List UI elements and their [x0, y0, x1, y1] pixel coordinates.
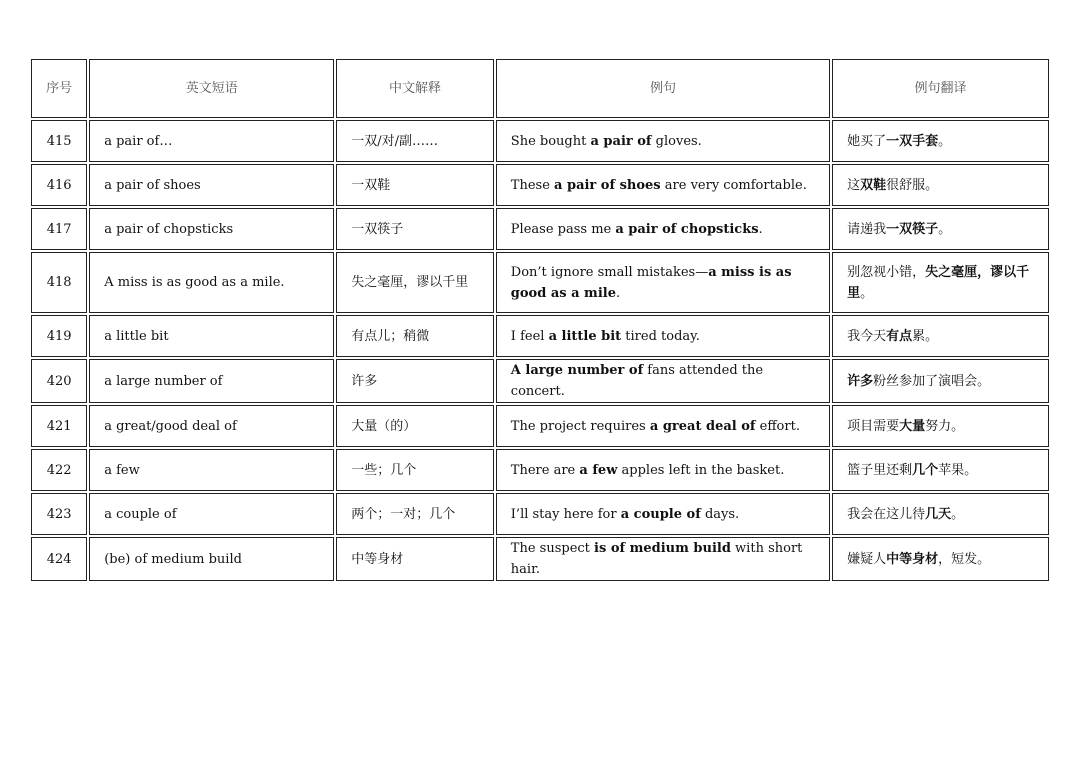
table-row: [31, 252, 1049, 313]
sentence-text: 累。: [912, 328, 939, 344]
row-example-translation: [832, 252, 1049, 313]
row-number: 415: [31, 120, 87, 162]
row-example-translation: [832, 359, 1049, 403]
highlighted-phrase: A large number of: [510, 363, 644, 378]
table-header-row: [31, 59, 1049, 118]
row-example-translation: [832, 315, 1049, 357]
sentence-text: I’ll stay here for: [510, 506, 621, 522]
row-example-translation: [832, 493, 1049, 535]
row-number: 424: [31, 537, 87, 581]
row-english-phrase: a pair of chopsticks: [89, 208, 334, 250]
row-number: 422: [31, 449, 87, 491]
table-row: [31, 493, 1049, 535]
sentence-text: apples left in the basket.: [617, 462, 785, 478]
highlighted-phrase: a pair of chopsticks: [615, 221, 759, 237]
row-english-phrase: (be) of medium build: [89, 537, 334, 581]
row-number: 416: [31, 164, 87, 206]
row-example-sentence: [496, 449, 830, 491]
sentence-text: 粉丝参加了演唱会。: [873, 373, 991, 389]
sentence-text: 。: [938, 133, 952, 149]
sentence-text: 嫌疑人: [847, 551, 887, 567]
row-example-translation: [832, 120, 1049, 162]
sentence-text: .: [615, 285, 621, 301]
sentence-text: gloves.: [651, 133, 702, 149]
header-number: 序号: [31, 59, 87, 118]
sentence-text: 。: [951, 506, 965, 522]
sentence-text: There are: [510, 462, 580, 478]
sentence-text: The suspect: [510, 541, 595, 556]
highlighted-phrase: a pair of shoes: [554, 177, 661, 193]
row-number: 423: [31, 493, 87, 535]
row-chinese-meaning: 大量（的）: [336, 405, 494, 447]
row-chinese-meaning: 一些；几个: [336, 449, 494, 491]
table-row: [31, 405, 1049, 447]
row-example-sentence: [496, 537, 830, 581]
row-number: 419: [31, 315, 87, 357]
table-body: [31, 120, 1049, 581]
sentence-text: .: [758, 221, 763, 237]
sentence-text: 她买了: [847, 133, 887, 149]
sentence-text: 请递我: [847, 221, 887, 237]
row-example-translation: [832, 449, 1049, 491]
row-chinese-meaning: 许多: [336, 359, 494, 403]
sentence-text: 很舒服。: [886, 177, 939, 193]
highlighted-phrase: 失之毫厘，谬以千里: [847, 264, 1030, 301]
row-chinese-meaning: 失之毫厘，谬以千里: [336, 252, 494, 313]
table-row: [31, 315, 1049, 357]
sentence-text: with short hair.: [510, 541, 803, 577]
header-english-phrase: 英文短语: [89, 59, 334, 118]
highlighted-phrase: a pair of: [590, 133, 652, 149]
row-example-translation: [832, 537, 1049, 581]
header-example-sentence: 例句: [496, 59, 830, 118]
highlighted-phrase: 双鞋: [860, 177, 887, 193]
highlighted-phrase: a little bit: [548, 328, 622, 344]
row-english-phrase: a couple of: [89, 493, 334, 535]
sentence-text: 。: [860, 285, 874, 301]
highlighted-phrase: a great deal of: [649, 418, 756, 434]
row-number: 420: [31, 359, 87, 403]
row-example-translation: [832, 405, 1049, 447]
highlighted-phrase: a miss is as good as a mile: [510, 264, 792, 301]
table-row: [31, 449, 1049, 491]
row-example-sentence: [496, 252, 830, 313]
row-number: 418: [31, 252, 87, 313]
row-english-phrase: A miss is as good as a mile.: [89, 252, 334, 313]
highlighted-phrase: 许多: [847, 373, 874, 389]
row-chinese-meaning: 一双筷子: [336, 208, 494, 250]
row-english-phrase: a great/good deal of: [89, 405, 334, 447]
sentence-text: 努力。: [925, 418, 965, 434]
highlighted-phrase: a few: [579, 462, 618, 478]
sentence-text: are very comfortable.: [660, 177, 807, 193]
sentence-text: 。: [938, 221, 952, 237]
sentence-text: fans attended the concert.: [510, 363, 764, 399]
sentence-text: These: [510, 177, 555, 193]
row-example-sentence: [496, 208, 830, 250]
highlighted-phrase: 一双筷子: [886, 221, 939, 237]
row-chinese-meaning: 一双鞋: [336, 164, 494, 206]
header-chinese-meaning: 中文解释: [336, 59, 494, 118]
row-english-phrase: a pair of shoes: [89, 164, 334, 206]
sentence-text: 我今天: [847, 328, 887, 344]
row-example-sentence: [496, 164, 830, 206]
highlighted-phrase: is of medium build: [594, 541, 731, 556]
table-row: [31, 208, 1049, 250]
row-example-sentence: [496, 405, 830, 447]
sentence-text: effort.: [755, 418, 800, 434]
row-chinese-meaning: 中等身材: [336, 537, 494, 581]
table-row: [31, 359, 1049, 403]
sentence-text: 这: [847, 177, 861, 193]
row-number: 417: [31, 208, 87, 250]
row-chinese-meaning: 两个；一对；几个: [336, 493, 494, 535]
row-example-sentence: [496, 359, 830, 403]
row-example-sentence: [496, 315, 830, 357]
sentence-text: Please pass me: [510, 221, 616, 237]
row-chinese-meaning: 一双/对/副……: [336, 120, 494, 162]
highlighted-phrase: 大量: [899, 418, 926, 434]
table-row: [31, 164, 1049, 206]
sentence-text: 别忽视小错，: [847, 264, 926, 280]
highlighted-phrase: 中等身材: [886, 551, 939, 567]
row-english-phrase: a pair of…: [89, 120, 334, 162]
row-example-translation: [832, 164, 1049, 206]
sentence-text: The project requires: [510, 418, 650, 434]
highlighted-phrase: 几个: [912, 462, 939, 478]
highlighted-phrase: 一双手套: [886, 133, 939, 149]
sentence-text: ，短发。: [938, 551, 991, 567]
row-example-sentence: [496, 120, 830, 162]
sentence-text: I feel: [510, 328, 549, 344]
table-row: [31, 120, 1049, 162]
highlighted-phrase: a couple of: [620, 506, 701, 522]
sentence-text: 篮子里还剩: [847, 462, 913, 478]
row-example-translation: [832, 208, 1049, 250]
header-example-translation: 例句翻译: [832, 59, 1049, 118]
highlighted-phrase: 几天: [925, 506, 952, 522]
vocabulary-table: [29, 57, 1051, 583]
sentence-text: 项目需要: [847, 418, 900, 434]
sentence-text: Don’t ignore small mistakes—: [510, 264, 709, 280]
highlighted-phrase: 有点: [886, 328, 913, 344]
row-number: 421: [31, 405, 87, 447]
sentence-text: 苹果。: [938, 462, 978, 478]
sentence-text: tired today.: [621, 328, 700, 344]
sentence-text: days.: [700, 506, 740, 522]
sentence-text: 我会在这儿待: [847, 506, 926, 522]
row-chinese-meaning: 有点儿；稍微: [336, 315, 494, 357]
row-example-sentence: [496, 493, 830, 535]
row-english-phrase: a little bit: [89, 315, 334, 357]
row-english-phrase: a large number of: [89, 359, 334, 403]
row-english-phrase: a few: [89, 449, 334, 491]
table-row: [31, 537, 1049, 581]
sentence-text: She bought: [510, 133, 591, 149]
